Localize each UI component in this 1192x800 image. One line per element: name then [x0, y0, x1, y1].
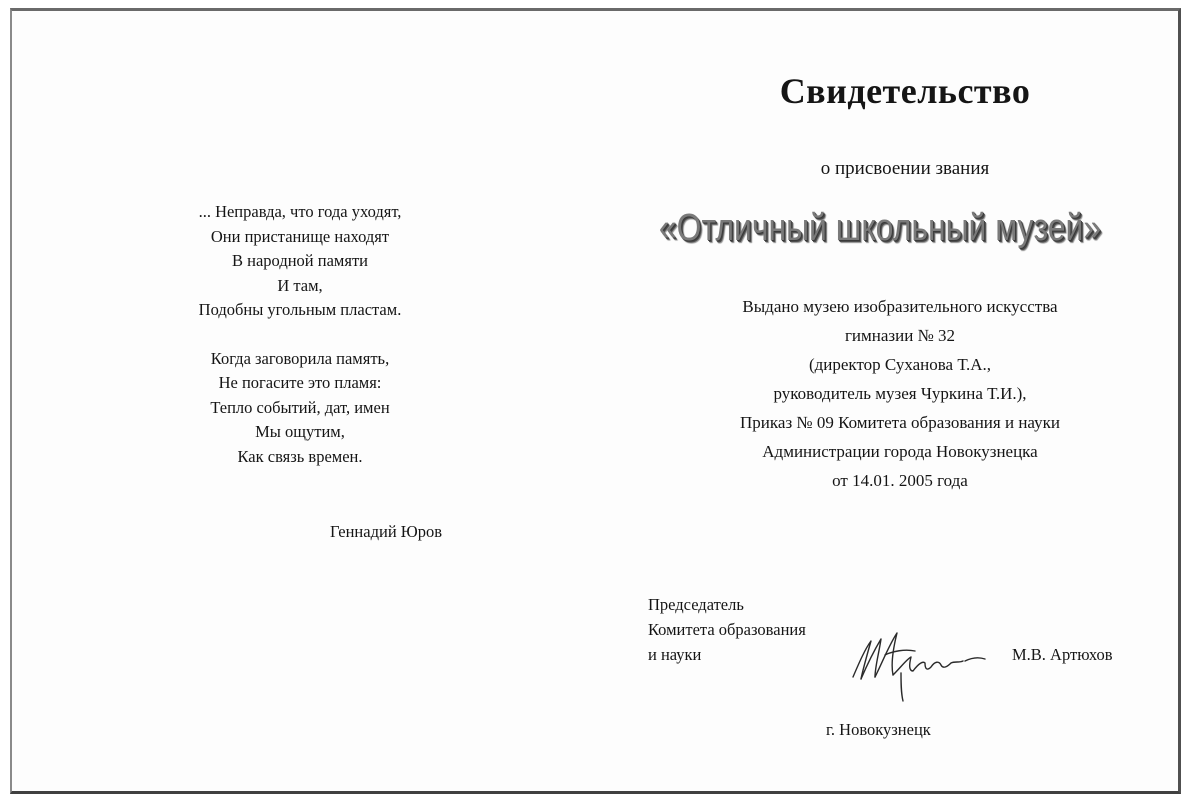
body-line: гимназии № 32: [844, 326, 956, 345]
poem-line: Как связь времен.: [237, 446, 363, 466]
poem-line: Не погасите это пламя:: [218, 373, 382, 392]
body-line: Приказ № 09 Комитета образования и науки: [740, 413, 1060, 432]
city-name: г. Новокузнецк: [826, 720, 931, 739]
poem-line: Они пристанище находят: [210, 226, 390, 246]
position-line: Председатель: [648, 595, 744, 614]
signatory-position: [648, 592, 806, 667]
position-line: Комитета образования: [648, 620, 806, 639]
body-line: руководитель музея Чуркина Т.И.),: [773, 384, 1027, 403]
poem-line: Когда заговорила память,: [210, 348, 390, 368]
poem-line: В народной памяти: [232, 251, 368, 270]
certificate-subtitle: о присвоении звания: [820, 158, 990, 179]
poem-line: Тепло событий, дат, имен: [210, 397, 390, 417]
body-line: (директор Суханова Т.А.,: [808, 355, 992, 374]
poem-line: Подобны угольным пластам.: [198, 300, 402, 319]
position-line: и науки: [648, 645, 702, 664]
award-title: «Отличный школьный музей»: [658, 207, 1102, 249]
certificate-title: Свидетельство: [779, 71, 1031, 111]
poem-epigraph: [130, 200, 470, 469]
poem-line: ... Неправда, что года уходят,: [198, 202, 402, 221]
poem-stanza-1: [130, 200, 470, 323]
poem-line: И там,: [277, 275, 323, 295]
certificate-body: [640, 292, 1160, 495]
poem-stanza-2: [130, 347, 470, 470]
poem-line: Мы ощутим,: [255, 422, 345, 441]
signatory-name: М.В. Артюхов: [1012, 645, 1113, 664]
poem-author: Геннадий Юров: [330, 522, 443, 541]
handwritten-signature: [845, 615, 1015, 705]
body-line: Выдано музею изобразительного искусства: [742, 297, 1058, 316]
body-line: от 14.01. 2005 года: [832, 471, 968, 490]
body-line: Администрации города Новокузнецка: [762, 442, 1038, 461]
